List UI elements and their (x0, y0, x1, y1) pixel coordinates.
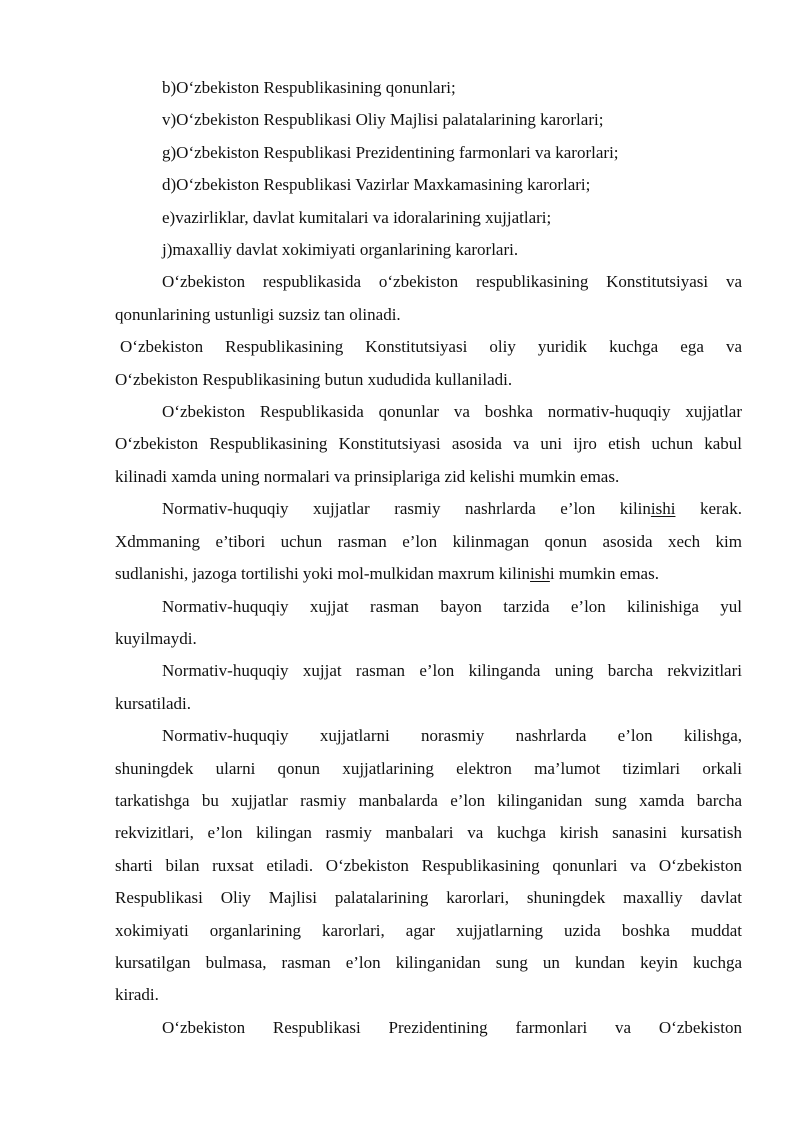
text-run: i mumkin emas. (549, 564, 659, 584)
underlined-text: ish (530, 564, 550, 584)
paragraph-line: O‘zbekiston Respublikasining Konstitutsiyasi oliy yuridik kuchga ega va (120, 337, 742, 357)
paragraph-line: kursatiladi. (115, 693, 192, 713)
list-item-g: g)O‘zbekiston Respublikasi Prezidentining farmonlari va karorlari; (162, 142, 619, 162)
paragraph-line: kursatilgan bulmasa, rasman e’lon kilinganidan sung un kundan keyin kuchga (115, 952, 742, 972)
list-item-d: d)O‘zbekiston Respublikasi Vazirlar Maxkamasining karorlari; (162, 175, 591, 195)
list-item-b: b)O‘zbekiston Respublikasining qonunlari; (162, 78, 456, 97)
paragraph-line: kilinadi xamda uning normalari va prinsiplariga zid kelishi mumkin emas. (115, 466, 620, 486)
paragraph-line: O‘zbekiston Respublikasining butun xududida kullaniladi. (115, 369, 513, 389)
list-item-v: v)O‘zbekiston Respublikasi Oliy Majlisi palatalarining karorlari; (162, 110, 604, 130)
paragraph-line: qonunlarining ustunligi suzsiz tan olinadi. (115, 304, 401, 324)
paragraph-line: sharti bilan ruxsat etiladi. O‘zbekiston Respublikasining qonunlari va O‘zbekiston (115, 855, 742, 875)
list-item-e: e)vazirliklar, davlat kumitalari va idoralarining xujjatlari; (162, 207, 552, 227)
paragraph-line: Respublikasi Oliy Majlisi palatalarining karorlari, shuningdek maxalliy davlat (115, 888, 742, 908)
paragraph-line: Xdmmaning e’tibori uchun rasman e’lon kilinmagan qonun asosida xech kim (115, 531, 742, 551)
text-run: sudlanishi, jazoga tortilishi yoki mol-mulkidan maxrum kilin (115, 564, 531, 584)
text-run: Normativ-huquqiy xujjatlar rasmiy nashrlarda e’lon kilin (162, 499, 651, 519)
paragraph-line: Normativ-huquqiy xujjat rasman bayon tarzida e’lon kilinishiga yul (162, 596, 742, 616)
paragraph-line: O‘zbekiston respublikasida o‘zbekiston respublikasining Konstitutsiyasi va (162, 272, 742, 292)
paragraph-line: Normativ-huquqiy xujjatlarni norasmiy nashrlarda e’lon kilishga, (162, 726, 742, 746)
paragraph-line: O‘zbekiston Respublikasida qonunlar va boshka normativ-huquqiy xujjatlar (162, 402, 742, 422)
paragraph-line: O‘zbekiston Respublikasi Prezidentining farmonlari va O‘zbekiston (162, 1017, 742, 1037)
paragraph-line: rekvizitlari, e’lon kilingan rasmiy manbalari va kuchga kirish sanasini kursatish (115, 823, 742, 843)
paragraph-line: kuyilmaydi. (115, 628, 197, 648)
paragraph-line: shuningdek ularni qonun xujjatlarining elektron ma’lumot tizimlari orkali (115, 758, 742, 778)
underlined-text: ishi (650, 499, 676, 519)
list-item-j: j)maxalliy davlat xokimiyati organlarining karorlari. (162, 240, 519, 260)
paragraph-line: Normativ-huquqiy xujjat rasman e’lon kilinganda uning barcha rekvizitlari (162, 661, 742, 681)
paragraph-line: tarkatishga bu xujjatlar rasmiy manbalarda e’lon kilinganidan sung xamda barcha (115, 790, 742, 810)
text-run: kerak. (675, 499, 742, 519)
paragraph-line: O‘zbekiston Respublikasining Konstitutsiyasi asosida va uni ijro etish uchun kabul (115, 434, 742, 454)
paragraph-line (115, 558, 742, 590)
paragraph-line (115, 493, 742, 525)
paragraph-line: xokimiyati organlarining karorlari, agar xujjatlarning uzida boshka muddat (115, 920, 742, 940)
paragraph-line: kiradi. (115, 985, 159, 1005)
